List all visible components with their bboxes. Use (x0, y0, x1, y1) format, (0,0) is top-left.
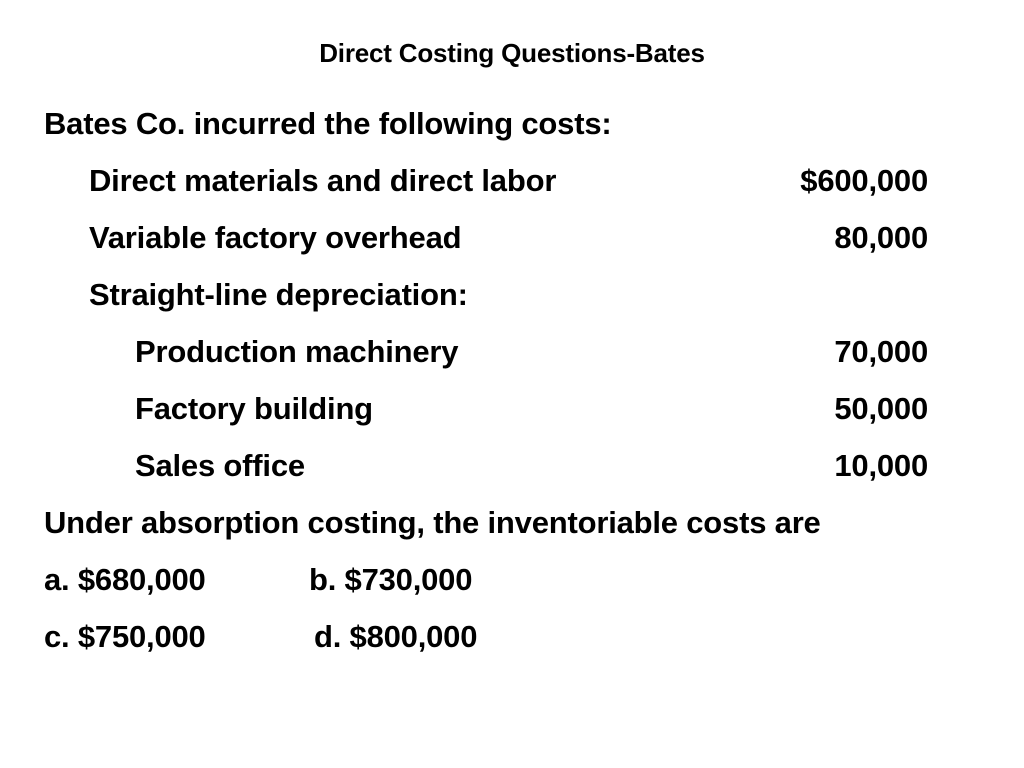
option-b: b. $730,000 (309, 562, 473, 597)
question-text: Under absorption costing, the inventoriable costs are (44, 505, 821, 540)
cost-item-sales-office-amount: 10,000 (834, 448, 928, 483)
option-a: a. $680,000 (44, 562, 206, 597)
cost-item-factory-building-amount: 50,000 (834, 391, 928, 426)
option-d: d. $800,000 (314, 619, 478, 654)
cost-item-variable-overhead-label: Variable factory overhead (89, 220, 462, 255)
option-c: c. $750,000 (44, 619, 206, 654)
slide-title: Direct Costing Questions-Bates (319, 38, 705, 68)
cost-item-production-machinery-label: Production machinery (135, 334, 459, 369)
cost-item-direct-materials-label: Direct materials and direct labor (89, 163, 557, 198)
cost-item-production-machinery-amount: 70,000 (834, 334, 928, 369)
cost-item-sales-office-label: Sales office (135, 448, 305, 483)
intro-text: Bates Co. incurred the following costs: (44, 106, 612, 141)
cost-item-factory-building-label: Factory building (135, 391, 373, 426)
cost-item-variable-overhead-amount: 80,000 (834, 220, 928, 255)
cost-item-depreciation-heading: Straight-line depreciation: (89, 277, 468, 312)
cost-item-direct-materials-amount: $600,000 (800, 163, 928, 198)
